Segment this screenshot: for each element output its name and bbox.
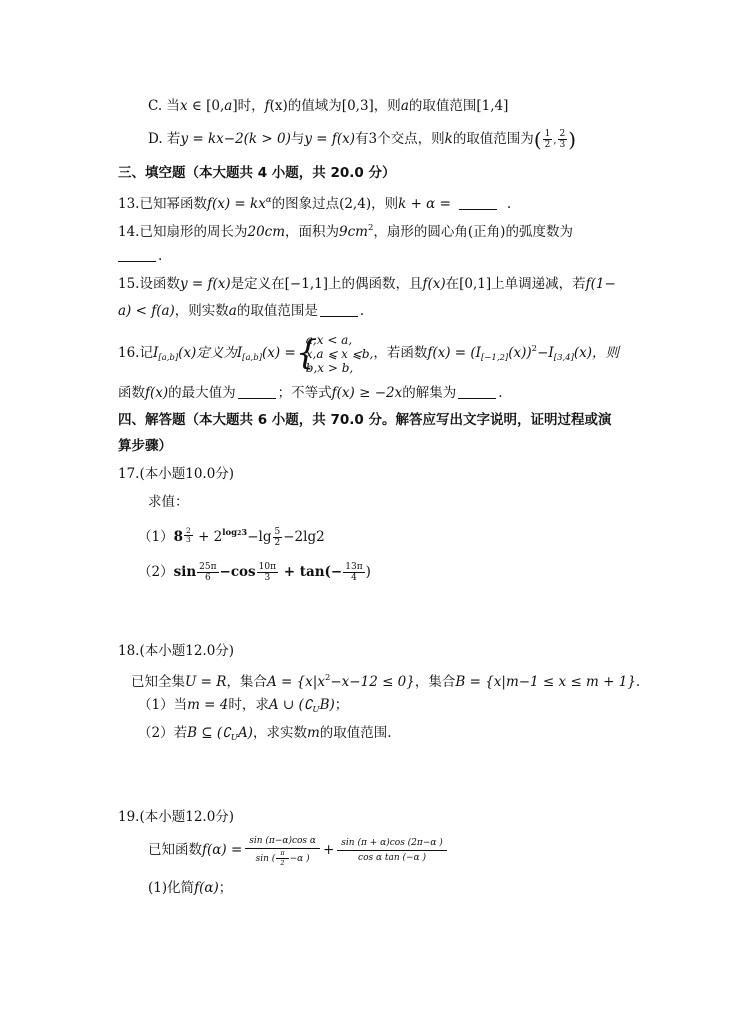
q14-perimeter: 20cm <box>247 224 286 240</box>
question-18-stem <box>131 669 640 691</box>
interval-sub: [a,b] <box>158 353 179 363</box>
question-14-line-2 <box>118 247 162 265</box>
q16-func: f(x) = (I <box>427 345 481 361</box>
q13-text: 13.已知幂函数 <box>118 196 207 212</box>
set-a-rest: −x−12 ≤ 0} <box>330 674 415 690</box>
case-2: x,a ⩽ x ⩽b, <box>305 346 374 361</box>
q13-text-2: 的图象过点(2,4)，则 <box>271 196 399 212</box>
var-a: a <box>224 98 233 114</box>
cos-label: −cos <box>219 564 256 580</box>
fraction-10pi-3 <box>257 562 278 583</box>
q16-func-2: (x)) <box>508 345 532 361</box>
option-c <box>148 97 508 115</box>
q14-text-2: ，面积为 <box>285 224 340 240</box>
q16-ineq: f(x) ≥ −2x <box>331 385 403 401</box>
q18-p1-text: 时，求 <box>228 697 269 713</box>
frac-den: 2 <box>274 538 281 548</box>
subset-expr: B ⊆ (∁ <box>187 725 231 741</box>
question-16-line-2 <box>118 384 503 402</box>
fraction-13pi-4 <box>343 562 364 583</box>
frac-den: cos α tan (−α ) <box>358 853 427 863</box>
question-18-part-1 <box>138 696 348 719</box>
question-19-header: 19.(本小题12.0分) <box>118 809 235 825</box>
q14-end: . <box>158 248 163 264</box>
subset-expr-end: A) <box>237 725 253 741</box>
universal-set: U = R <box>185 674 227 690</box>
piecewise-cases <box>296 333 374 375</box>
frac-num: 2 <box>559 129 566 139</box>
base-8: 8 <box>173 529 183 545</box>
complement-sub: U <box>230 733 238 743</box>
close-paren: ) <box>568 127 577 152</box>
part-label: （2） <box>138 564 174 580</box>
q16-end: . <box>498 385 503 401</box>
q18-p2-text: ，求实数 <box>252 725 307 741</box>
sin-label: sin <box>173 564 197 580</box>
option-c-prefix: C. 当 <box>148 98 180 114</box>
q13-func: f(x) = kx <box>206 196 266 212</box>
q16-eq: (x) = <box>262 345 296 361</box>
answer-blank[interactable] <box>458 386 496 399</box>
answer-blank[interactable] <box>459 197 497 210</box>
pi-over-2 <box>276 850 288 867</box>
q16-text-2: (x)定义为 <box>178 345 237 361</box>
q16-text-6: 的最大值为 <box>168 385 236 401</box>
question-19-stem <box>148 832 450 868</box>
var-m: m <box>306 725 320 741</box>
q16-text-7: ；不等式 <box>277 385 332 401</box>
q16-text-5: 函数 <box>118 385 145 401</box>
log-exponent <box>222 528 247 538</box>
set-a: A = {x|x <box>266 674 325 690</box>
comma: , <box>553 135 557 146</box>
frac-num: 2 <box>186 526 191 535</box>
question-13 <box>118 191 511 213</box>
q18-end: . <box>635 674 641 690</box>
tan-label: + tan(− <box>279 564 343 580</box>
func-def: f(α) = <box>202 842 243 858</box>
question-19-part-1 <box>148 879 232 897</box>
question-14 <box>118 219 573 241</box>
q16-text-3: ，若函数 <box>373 345 428 361</box>
q19-text: 已知函数 <box>148 842 202 858</box>
option-d-prefix: D. 若 <box>148 131 181 147</box>
answer-blank[interactable] <box>118 249 156 262</box>
part-label: （1）当 <box>138 697 188 713</box>
q15-text-2: 是定义在[−1,1]上的偶函数，且 <box>230 276 423 292</box>
frac-num: sin (π−α)cos α <box>245 835 320 849</box>
func-arg: (x) <box>269 98 288 114</box>
q15-text: 15.设函数 <box>118 276 180 292</box>
func-eq: y = f(x) <box>304 131 356 147</box>
func-I: I <box>152 345 159 361</box>
q15-ineq: a) < f(a) <box>118 303 175 319</box>
minus-lg: −lg <box>247 529 272 545</box>
case-3: b,x > b, <box>305 360 354 375</box>
q14-text-3: ，扇形的圆心角(正角)的弧度数为 <box>373 224 573 240</box>
q15-end: . <box>359 303 365 319</box>
frac-den: 2 <box>280 858 285 867</box>
question-17-part-1 <box>138 524 325 548</box>
q15-func: y = f(x) <box>179 276 231 292</box>
q15-ineq-start: f(1− <box>585 276 616 292</box>
question-18-part-2 <box>138 724 392 747</box>
fraction-term-1 <box>245 835 320 867</box>
q14-exponent: 2 <box>367 223 374 233</box>
left-brace-icon: { <box>295 332 318 373</box>
frac-den <box>252 849 314 867</box>
complement-sub: U <box>312 705 320 715</box>
frac-den: 3 <box>559 140 566 150</box>
line-eq: y = kx−2(k > 0) <box>180 131 291 147</box>
q18-p2-text-2: 的取值范围. <box>319 725 392 741</box>
frac-num: 10π <box>258 562 277 572</box>
frac-num: 25π <box>199 562 217 572</box>
sin-part: sin ( <box>255 853 276 864</box>
m-eq-4: m = 4 <box>187 697 229 713</box>
option-d-range-text: 的取值范围为 <box>452 131 534 147</box>
q13-expr: k + α = <box>398 196 451 212</box>
section-4-heading: 四、解答题（本大题共 6 小题，共 70.0 分。解答应写出文字说明，证明过程或演 <box>118 412 612 428</box>
frac-num: 13π <box>345 562 363 572</box>
frac-num: 5 <box>274 527 281 537</box>
q15-text-3: 在[0,1]上单调递减，若 <box>445 276 586 292</box>
q14-text: 14.已知扇形的周长为 <box>118 224 248 240</box>
q13-exponent: α <box>265 195 272 205</box>
question-17-header: 17.(本小题10.0分) <box>118 466 235 482</box>
semicolon: ； <box>334 697 349 713</box>
question-15-line-2 <box>118 302 364 320</box>
question-18-header: 18.(本小题12.0分) <box>118 643 235 659</box>
section-3-heading: 三、填空题（本大题共 4 小题，共 20.0 分） <box>118 165 396 181</box>
plus-sign: + <box>322 842 335 858</box>
plus-two: + 2 <box>193 529 223 545</box>
interval-start: ∈ [0, <box>187 98 225 114</box>
func-f-alpha: f(α) <box>194 880 219 896</box>
fraction-five-halves <box>273 527 283 548</box>
option-c-range: 的值域为[0,3]，则 <box>287 98 401 114</box>
set-b: B = {x|m−1 ≤ x ≤ m + 1} <box>455 674 636 690</box>
section-4-heading-line-2: 算步骤） <box>118 438 172 454</box>
frac-den: 3 <box>264 573 271 583</box>
func-f: f <box>264 98 270 114</box>
part-label: （1） <box>138 529 174 545</box>
union-expr-end: B) <box>319 697 335 713</box>
q16-func-3: −I <box>537 345 554 361</box>
interval-sub-4: [3,4] <box>553 353 574 363</box>
option-d-and: 与 <box>290 131 305 147</box>
option-d-text: 有3个交点，则 <box>355 131 445 147</box>
q16-text-4: (x)，则 <box>573 345 620 361</box>
frac-den: 3 <box>186 535 191 544</box>
union-expr: A ∪ (∁ <box>268 697 313 713</box>
fraction-term-2 <box>337 837 447 864</box>
open-paren: ( <box>533 127 542 152</box>
frac-den: 4 <box>351 573 357 583</box>
semicolon: ； <box>218 880 233 896</box>
part-label: (1)化简 <box>148 880 195 896</box>
q18-text-3: ，集合 <box>414 674 456 690</box>
frac-den: 2 <box>544 140 551 150</box>
fraction-one-half <box>543 129 553 150</box>
question-15 <box>118 275 616 293</box>
q16-text-8: 的解集为 <box>402 385 457 401</box>
var-a-2: a <box>400 98 409 114</box>
option-c-answer: 的取值范围[1,4] <box>408 98 509 114</box>
minus-alpha: −α ) <box>289 853 310 864</box>
part-label: （2）若 <box>138 725 188 741</box>
option-c-text: ]时， <box>232 98 265 114</box>
interval-sub-3: [−1,2] <box>480 353 509 363</box>
exponent-fraction <box>184 527 193 544</box>
var-k: k <box>444 131 453 147</box>
question-16 <box>118 327 619 380</box>
log-label: log <box>222 528 238 538</box>
question-17-intro: 求值： <box>148 494 189 510</box>
case-1: a,x < a, <box>305 332 353 347</box>
fraction-two-thirds <box>558 129 568 150</box>
q15-text-5: 的取值范围是 <box>236 303 318 319</box>
fraction-25pi-6 <box>197 562 218 583</box>
answer-blank[interactable] <box>238 386 276 399</box>
minus-2lg2: −2lg2 <box>283 529 325 545</box>
q14-area: 9cm <box>339 224 368 240</box>
var-a: a <box>228 303 237 319</box>
frac-num: 1 <box>544 129 551 139</box>
frac-num: π <box>276 850 288 859</box>
answer-blank[interactable] <box>320 304 358 317</box>
log-arg: 3 <box>241 528 248 538</box>
option-d <box>148 129 576 150</box>
q15-func-2: f(x) <box>422 276 446 292</box>
var-x: x <box>179 98 188 114</box>
set-a-exponent: 2 <box>324 673 331 683</box>
q16-exponent: 2 <box>531 344 538 354</box>
q16-text: 16.记 <box>118 345 153 361</box>
frac-den: 6 <box>204 573 211 583</box>
func-I-2: I <box>236 345 243 361</box>
q16-func-4: f(x) <box>145 385 169 401</box>
q18-text-2: ，集合 <box>226 674 267 690</box>
q13-end: . <box>506 196 512 212</box>
interval-sub-2: [a,b] <box>242 353 263 363</box>
question-17-part-2 <box>138 562 371 583</box>
q15-text-4: ，则实数 <box>174 303 229 319</box>
q18-text: 已知全集 <box>131 674 185 690</box>
close-paren: ) <box>365 564 371 580</box>
frac-num: sin (π + α)cos (2π−α ) <box>337 837 447 851</box>
log-base: 2 <box>237 530 242 537</box>
